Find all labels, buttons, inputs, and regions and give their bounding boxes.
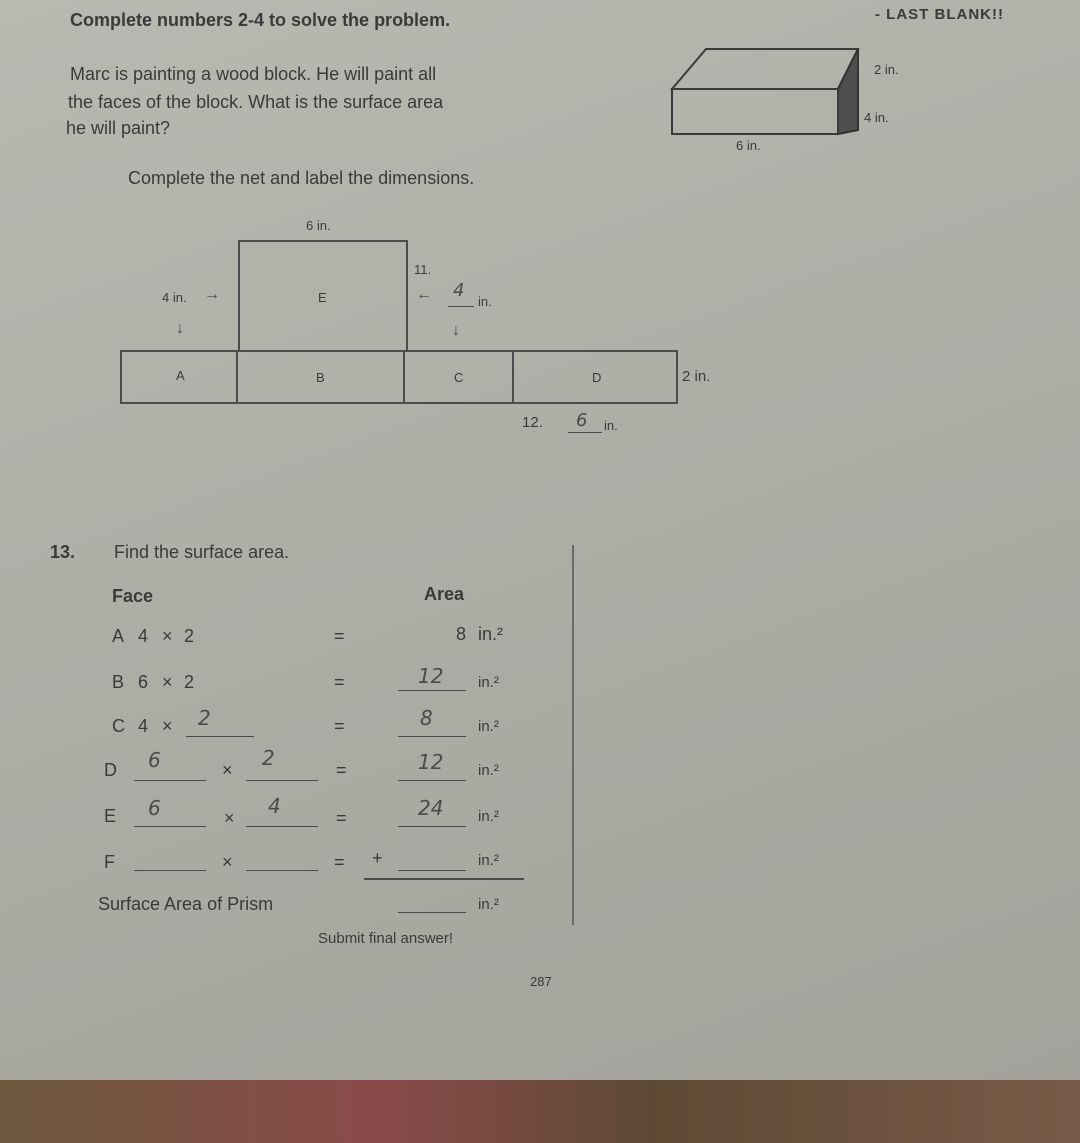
row-e-equals: = — [336, 808, 347, 828]
row-a-area: 8 — [456, 624, 467, 644]
row-d-factor2-blank[interactable] — [246, 780, 318, 781]
row-d-unit: in.² — [478, 762, 499, 779]
row-c-equals: = — [334, 716, 345, 736]
arrow-left-icon: ← — [416, 286, 432, 303]
row-c-face: C — [112, 716, 125, 736]
row-e-factor2: 4 — [268, 794, 281, 818]
row-e-factor1: 6 — [148, 796, 161, 820]
instruction-heading: Complete numbers 2-4 to solve the problem. — [70, 10, 451, 30]
problem-line-1: Marc is painting a wood block. He will paint all — [70, 64, 437, 84]
row-b-equals: = — [334, 672, 345, 692]
q11-number: 11. — [414, 262, 432, 277]
row-c-factor2-blank[interactable] — [186, 736, 254, 737]
row-d-times: × — [222, 760, 233, 780]
face-a-label: A — [176, 368, 185, 383]
row-e-unit: in.² — [478, 808, 499, 825]
row-e-times: × — [224, 808, 235, 828]
row-c-factor2: 2 — [198, 706, 211, 730]
row-b-factor2: 2 — [184, 672, 195, 692]
row-f-face: F — [104, 852, 115, 872]
q13-title: Find the surface area. — [114, 542, 290, 562]
row-d-area: 12 — [418, 750, 444, 774]
arrow-down-icon: ↓ — [176, 320, 184, 337]
row-e-area: 24 — [418, 796, 444, 820]
q12-unit: in. — [604, 418, 618, 433]
net-left-label: 4 in. — [162, 290, 187, 305]
row-e-factor2-blank[interactable] — [246, 826, 318, 827]
prism-height-label: 4 in. — [864, 110, 889, 125]
row-f-times: × — [222, 852, 233, 872]
row-f-plus: + — [372, 848, 383, 868]
row-d-equals: = — [336, 760, 347, 780]
row-b-unit: in.² — [478, 674, 499, 691]
row-b-face: B — [112, 672, 125, 692]
row-c-area: 8 — [420, 706, 433, 730]
q11-answer-blank[interactable] — [448, 306, 474, 307]
net-instruction: Complete the net and label the dimensions. — [128, 168, 475, 188]
row-c-area-blank[interactable] — [398, 736, 466, 737]
row-a-equals: = — [334, 626, 345, 646]
sum-rule — [364, 878, 524, 880]
row-a-times: × — [162, 626, 173, 646]
area-column-header: Area — [424, 584, 465, 604]
row-b-area: 12 — [418, 664, 444, 688]
prism-width-label: 6 in. — [736, 138, 761, 153]
row-d-face: D — [104, 760, 117, 780]
face-c-label: C — [454, 370, 464, 385]
row-d-area-blank[interactable] — [398, 780, 466, 781]
row-b-area-blank[interactable] — [398, 690, 466, 691]
background-carpet — [0, 1080, 1080, 1143]
total-unit: in.² — [478, 896, 499, 913]
row-a-factor1: 4 — [138, 626, 149, 646]
problem-line-2: the faces of the block. What is the surface area — [68, 92, 444, 112]
total-label: Surface Area of Prism — [98, 894, 274, 914]
row-c-unit: in.² — [478, 718, 499, 735]
q12-answer: 6 — [576, 410, 588, 431]
face-e-label: E — [318, 290, 327, 305]
row-f-unit: in.² — [478, 852, 499, 869]
row-a-factor2: 2 — [184, 626, 195, 646]
margin-line — [572, 545, 574, 925]
prism-depth-label: 2 in. — [874, 62, 899, 77]
row-f-factor2-blank[interactable] — [246, 870, 318, 871]
row-d-factor2: 2 — [262, 746, 275, 770]
row-f-factor1-blank[interactable] — [134, 870, 206, 871]
row-e-area-blank[interactable] — [398, 826, 466, 827]
net-right-label: 2 in. — [682, 368, 711, 385]
arrow-right-icon: → — [204, 286, 220, 303]
q13-number: 13. — [50, 542, 76, 562]
row-b-times: × — [162, 672, 173, 692]
face-b-label: B — [316, 370, 325, 385]
row-d-factor1: 6 — [148, 748, 161, 772]
handwritten-note: - LAST BLANK!! — [875, 6, 1004, 23]
face-column-header: Face — [112, 586, 154, 606]
total-blank[interactable] — [398, 912, 466, 913]
q12-answer-blank[interactable] — [568, 432, 602, 433]
q11-answer: 4 — [453, 280, 465, 301]
page-number: 287 — [530, 974, 552, 989]
net-top-label: 6 in. — [306, 218, 331, 233]
row-b-factor1: 6 — [138, 672, 149, 692]
rectangular-prism-diagram — [660, 40, 880, 150]
row-a-face: A — [112, 626, 125, 646]
q12-number: 12. — [522, 414, 543, 431]
row-d-factor1-blank[interactable] — [134, 780, 206, 781]
row-e-factor1-blank[interactable] — [134, 826, 206, 827]
row-e-face: E — [104, 806, 117, 826]
q11-unit: in. — [478, 294, 492, 309]
row-c-times: × — [162, 716, 173, 736]
row-a-unit: in.² — [478, 624, 504, 644]
row-f-area-blank[interactable] — [398, 870, 466, 871]
arrow-down-icon: ↓ — [452, 322, 460, 339]
submit-note: Submit final answer! — [318, 930, 454, 947]
row-c-factor1: 4 — [138, 716, 149, 736]
problem-line-3: he will paint? — [66, 118, 171, 138]
net-divider-ab — [236, 350, 238, 404]
row-f-equals: = — [334, 852, 345, 872]
face-d-label: D — [592, 370, 602, 385]
net-divider-bc — [403, 350, 405, 404]
net-divider-cd — [512, 350, 514, 404]
